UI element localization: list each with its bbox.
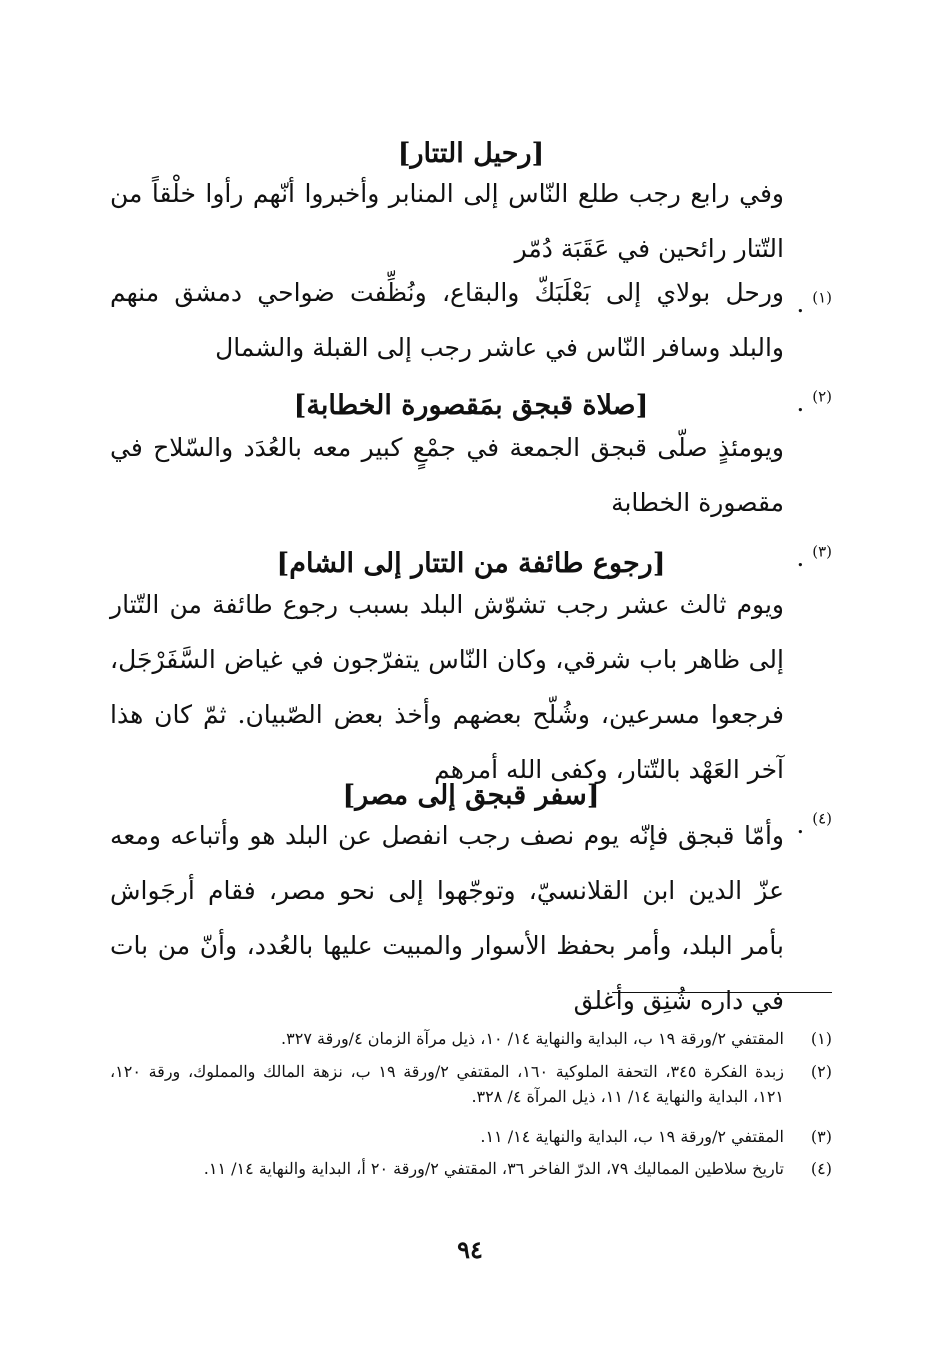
paragraph-end: . — [796, 543, 813, 572]
paragraph-end: . — [796, 810, 813, 839]
footnote-text: زبدة الفكرة ٣٤٥، التحفة الملوكية ١٦٠، المقتفي ٢/ورقة ١٩ ب، نزهة المالك والمملوك، ورقة ١٢٠، ١٢١، البداية والنهاية ١٤/ ١١، ذيل المرآة ٤/ ٣٢٨. — [110, 1062, 785, 1106]
section-heading-qipchaq-journey: [سفر قبجق إلى مصر] — [342, 780, 600, 812]
footnote — [110, 1156, 832, 1181]
page-number: ٩٤ — [457, 1235, 483, 1264]
footnote-text: تاريخ سلاطين المماليك ٧٩، الدرّ الفاخر ٣٦، المقتفي ٢/ورقة ٢٠ أ، البداية والنهاية ١٤/ ١١. — [203, 1159, 784, 1178]
footnote-separator — [612, 992, 832, 993]
paragraph-text: وفي رابع رجب طلع النّاس إلى المنابر وأخبروا أنّهم رأوا خلْقاً من التّتار رائحين في عَقَبَة دُمّر — [110, 179, 784, 263]
section-heading-tatar-departure: [رحيل التتار] — [397, 138, 545, 170]
paragraph-text: ويومئذٍ صلّى قبجق الجمعة في جمْعٍ كبير معه بالعُدَد والسّلاح في مقصورة الخطابة — [110, 433, 784, 517]
footnote-reference[interactable]: (٣) — [812, 542, 832, 561]
paragraph-text: ورحل بولاي إلى بَعْلَبَكّ والبقاع، ونُظِّفت ضواحي دمشق منهم والبلد وسافر النّاس في عاشر رجب إلى القبلة والشمال — [110, 278, 784, 362]
paragraph — [110, 808, 832, 1028]
paragraph-end: . — [796, 289, 813, 318]
footnote-reference[interactable]: (٢) — [812, 387, 832, 406]
footnote-number: (١) — [810, 1029, 832, 1048]
footnote-reference[interactable]: (١) — [812, 288, 832, 307]
footnote-text: المقتفي ٢/ورقة ١٩ ب، البداية والنهاية ١٤/ ١١. — [480, 1127, 784, 1146]
section-heading-tatar-return: [رجوع طائفة من التتار إلى الشام] — [276, 548, 666, 580]
footnote — [110, 1124, 832, 1149]
footnote-number: (٤) — [810, 1159, 832, 1178]
footnote — [110, 1059, 832, 1109]
footnote-number: (٣) — [810, 1127, 832, 1146]
paragraph-text: ويوم ثالث عشر رجب تشوّش البلد بسبب رجوع طائفة من التّتار إلى ظاهر باب شرقي، وكان النّاس يتفرّجون في غياض السَّفَرْجَل، فرجعوا مسرعين، وشُلّح بعضهم وأخذ بعض الصّبيان. ثمّ كان هذا آخر العَهْد بالتّتار، وكفى الله أمرهم — [110, 590, 784, 784]
section-heading-qipchaq-prayer: [صلاة قبجق بمَقصورة الخطابة] — [293, 390, 649, 422]
paragraph-text: وأمّا قبجق فإنّه يوم نصف رجب انفصل عن البلد هو وأتباعه ومعه عزّ الدين ابن القلانسيّ، وتوجّهوا إلى نحو مصر، فقام أرجَواش بأمر البلد، وأمر بحفظ الأسوار والمبيت عليها بالعُدد، وأنّ من بات في داره شُنِق وأغلق — [110, 821, 784, 1015]
paragraph-end: . — [796, 388, 813, 417]
footnote-reference[interactable]: (٤) — [812, 809, 832, 828]
footnote-text: المقتفي ٢/ورقة ١٩ ب، البداية والنهاية ١٤/ ١٠، ذيل مرآة الزمان ٤/ورقة ٣٢٧. — [281, 1029, 784, 1048]
footnote — [110, 1026, 832, 1051]
footnote-number: (٢) — [810, 1062, 832, 1081]
